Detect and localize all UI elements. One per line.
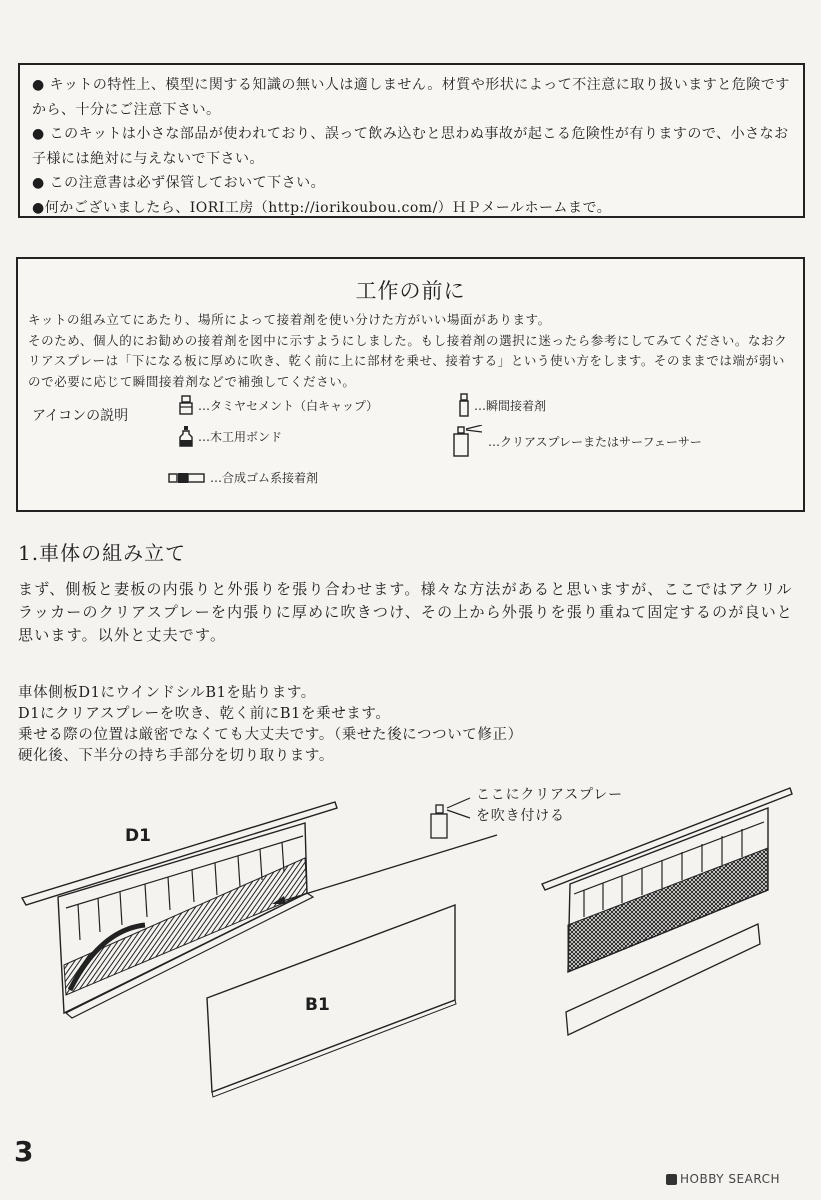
watermark (666, 1172, 780, 1186)
legend-tamiya-cement (178, 395, 378, 415)
legend-rubber-adhesive-label: …合成ゴム系接着剤 (210, 471, 319, 485)
cement-bottle-icon (178, 395, 194, 415)
legend-instant-glue (458, 393, 546, 417)
watermark-text: HOBBY SEARCH (680, 1172, 780, 1186)
before-work-title: 工作の前に (355, 279, 466, 303)
step-line: 硬化後、下半分の持ち手部分を切り取ります。 (18, 748, 334, 764)
icon-legend-label: アイコンの説明 (32, 408, 129, 424)
assembly-diagram (0, 785, 821, 1115)
spray-arrow (276, 835, 497, 903)
instant-glue-tube-icon (458, 393, 470, 417)
warning-line: ● キットの特性上、模型に関する知識の無い人は適しません。材質や形状によって不注意に取り扱いますと危険ですから、十分にご注意下さい。 (32, 77, 790, 118)
spray-can-icon (431, 798, 470, 838)
label-b1: B1 (305, 995, 330, 1015)
label-d1: D1 (125, 826, 151, 846)
before-work-intro: そのため、個人的にお勧めの接着剤を図中に示すようにしました。もし接着剤の選択に迷ったら参考にしてみてください。なおクリアスプレーは「下になる板に厚めに吹き、乾く前に上に部材を乗せ、接着する」という使い方をします。そのままでは端が弱いので必要に応じて瞬間接着剤などで補強してください。 (28, 332, 788, 389)
bond-bottle-icon (178, 425, 194, 447)
before-work-box (16, 257, 805, 512)
warning-box (18, 63, 805, 218)
legend-clear-spray (448, 425, 702, 457)
legend-clear-spray-label: …クリアスプレーまたはサーフェーサー (488, 434, 702, 449)
page-number: 3 (14, 1135, 34, 1168)
step-line: 車体側板D1にウインドシルB1を貼ります。 (18, 685, 316, 701)
before-work-intro: キットの組み立てにあたり、場所によって接着剤を使い分けた方がいい場面があります。 (28, 312, 551, 327)
hobby-search-logo-icon (666, 1174, 677, 1185)
warning-line: ● このキットは小さな部品が使われており、誤って飲み込むと思わぬ事故が起こる危険性が有りますので、小さなお子様には絶対に与えないで下さい。 (32, 126, 789, 167)
section-paragraph: まず、側板と妻板の内張りと外張りを張り合わせます。様々な方法があると思いますが、ここではアクリルラッカーのクリアスプレーを内張りに厚めに吹きつけ、その上から外張りを張り重ねて固定するのが良いと思います。以外と丈夫です。 (18, 580, 794, 644)
callout-line: を吹き付ける (476, 808, 565, 824)
warning-line: ●何かございましたら、IORI工房（http://iorikoubou.com/）ＨＰメールホームまで。 (32, 199, 612, 216)
adhesive-tube-icon (168, 472, 206, 484)
step-line: D1にクリアスプレーを吹き、乾く前にB1を乗せます。 (18, 706, 391, 722)
section-title: 1.車体の組み立て (18, 541, 187, 565)
legend-wood-bond-label: …木工用ボンド (198, 429, 283, 444)
legend-rubber-adhesive (168, 469, 318, 486)
window-sill-b1 (207, 905, 456, 1097)
step-line: 乗せる際の位置は厳密でなくても大丈夫です。（乗せた後につついて修正） (18, 727, 523, 743)
spray-can-icon (448, 425, 484, 457)
legend-instant-glue-label: …瞬間接着剤 (474, 398, 547, 413)
warning-line: ● この注意書は必ず保管しておいて下さい。 (32, 175, 326, 191)
callout-line: ここにクリアスプレー (476, 787, 623, 803)
legend-wood-bond (178, 425, 282, 447)
step-list (18, 683, 808, 767)
legend-tamiya-cement-label: …タミヤセメント（白キャップ） (198, 398, 379, 413)
spray-callout (476, 785, 623, 827)
side-panel-d1 (22, 802, 337, 1018)
